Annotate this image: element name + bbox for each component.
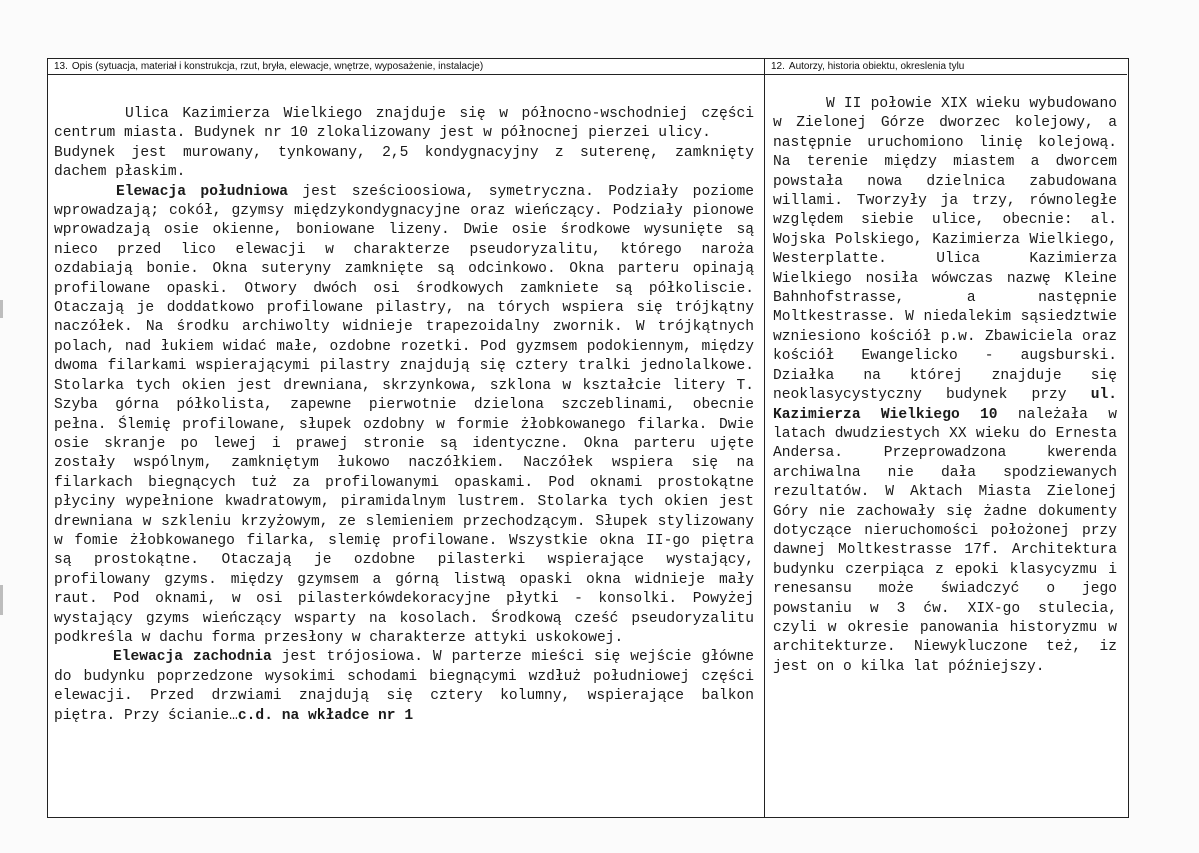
west-elevation-label: Elewacja zachodnia: [113, 649, 272, 666]
history-column: [765, 59, 1127, 817]
description-heading-title: Opis: [71, 61, 93, 72]
history-heading: [765, 59, 1127, 75]
description-heading-number: 13.: [54, 61, 68, 72]
description-text: [48, 75, 764, 726]
history-heading-number: 12.: [771, 61, 785, 72]
south-elevation-label: Elewacja południowa: [116, 183, 289, 200]
scan-edge-mark: [0, 300, 3, 318]
description-heading: [48, 59, 764, 75]
history-text: [765, 75, 1127, 677]
west-elevation-text: jest trójosiowa. W parterze mieści się wejście główne do budynku poprzedzone wysokimi schodami biegnącymi wzdłuż południowej części elewacji. Przed drzwiami znajdują się cztery kolumny, wspierające balkon piętra. Przy ścianie…: [54, 649, 755, 724]
description-paragraph-construction: Budynek jest murowany, tynkowany, 2,5 kondygnacyjny z suterenę, zamknięty dachem płaskim.: [54, 144, 754, 181]
description-paragraph-location: Ulica Kazimierza Wielkiego znajduje się w północno-wschodniej części centrum miasta. Budynek nr 10 zlokalizowany jest w północnej pierzei ulicy.: [54, 106, 754, 142]
history-address: ul. Kazimierza Wielkiego 10: [773, 387, 1117, 423]
description-heading-subtitle: (sytuacja, materiał i konstrukcja, rzut, bryła, elewacje, wnętrze, wyposażenie, instalacje): [95, 61, 484, 72]
scan-edge-mark: [0, 585, 3, 615]
south-elevation-text: jest sześcioosiowa, symetryczna. Podziały poziome wprowadzają; cokół, gzymsy międzykondygnacyjne oraz wieńczący. Podziały pionowe wprowadzają osie okienne, boniowane lizeny. Dwie osie środkowe wysunięte są nieco przed lico elewacji w charakterze pseudoryzalitu, którego naroża ozdabiają bonie. Okna suteryny zamknięte są odcinkowo. Okna parteru opinają profilowane opaski. Otwory dwóch osi środkowych zamkniete są półkoliscie. Otaczają je doddatkowo profilowane pilastry, na tórych wspiera się trójkątny naczółek. Na środku archiwolty widnieje trapezoidalny zwornik. W trójkątnych polach, nad łukiem widać małe, ozdobne rozetki. Pod gyzmsem podokiennym, między dwoma filarkami wspierającymi pilastry znajdują się cztery tralki jednolalkowe. Stolarka tych okien jest drewniana, skrzynkowa, szklona w kształcie litery T. Szyba górna półkolista, zapewne pierwotnie dzielona szczeblinami, obecnie pełna. Ślemię profilowane, słupek ozdobny w formie żłobkowanego filarka. Dwie osie skranje po lewej i prawej stronie są identyczne. Okna parteru ujęte zostały wspólnym, zamkniętym łukowo naczółkiem. Naczółek wspiera się na filarkach biegnących tuż za profilowanymi opaskami. Pod oknami prostokątne płyciny wypełnione kwadratowym, piramidalnym lustrem. Stolarka tych okien jest drewniana w szkleniu krzyżowym, ze slemieniem przechodzącym. Słupek stylizowany w fomie żłobkowanego filarka, slemię profilowane. Wszystkie okna II-go piętra są prostokątne. Otaczają je ozdobne pilasterki wspierające wystający, profilowany gzyms. między gzymsem a górną listwą opaski okna widnieje mały raut. Pod oknami, w osi pilasterkówdekoracyjne płytki - konsolki. Powyżej wystający gzyms wieńczący wsparty na kosolach. Środkową cześć pseudoryzalitu podkreśla w dachu forma przesłony w charakterze attyki uskokowej.: [54, 183, 754, 646]
history-text-start: W II połowie XIX wieku wybudowano w Zielonej Górze dworzec kolejowy, a następnie uruchomiono linię kolejową. Na terenie między miastem a dworcem powstała nowa dzielnica zabudowana willami. Tworzyły ja trzy, równoległe względem siebie ulice, obecnie: al. Wojska Polskiego, Kazimierza Wielkiego, Westerplatte. Ulica Kazimierza Wielkiego nosiła wówczas nazwę Kleine Bahnhofstrasse, a następnie Moltkestrasse. W niedalekim sąsiedztwie wzniesiono kościół p.w. Zbawiciela oraz kościół Ewangelicko - augsburski. Działka na której znajduje się neoklasycystyczny budynek przy: [773, 96, 1117, 404]
continuation-note: c.d. na wkładce nr 1: [237, 707, 414, 724]
history-heading-title: Autorzy, historia obiektu, okreslenia tylu: [788, 61, 965, 72]
description-paragraph-west-elevation: [54, 648, 754, 726]
description-column: [48, 59, 765, 817]
history-paragraph: [773, 95, 1117, 677]
form-table: [47, 58, 1129, 818]
description-paragraph-south-elevation: [54, 183, 754, 649]
history-text-rest: należała w latach dwudziestych XX wieku do Ernesta Andersa. Przeprowadzona kwerenda archiwalna nie dała spodziewanych rezultatów. W Aktach Miasta Zielonej Góry nie zachowały się żadne dokumenty dotyczące nieruchomości położonej przy dawnej Moltkestrasse 17f. Architektura budynku czerpiąca z epoki klasycyzmu i renesansu może świadczyć o jego powstaniu w 3 ćw. XIX-go stulecia, czyli w okresie panowania historyzmu w architekturze. Niewykluczone też, iz jest on o kilka lat późniejszy.: [773, 406, 1117, 675]
